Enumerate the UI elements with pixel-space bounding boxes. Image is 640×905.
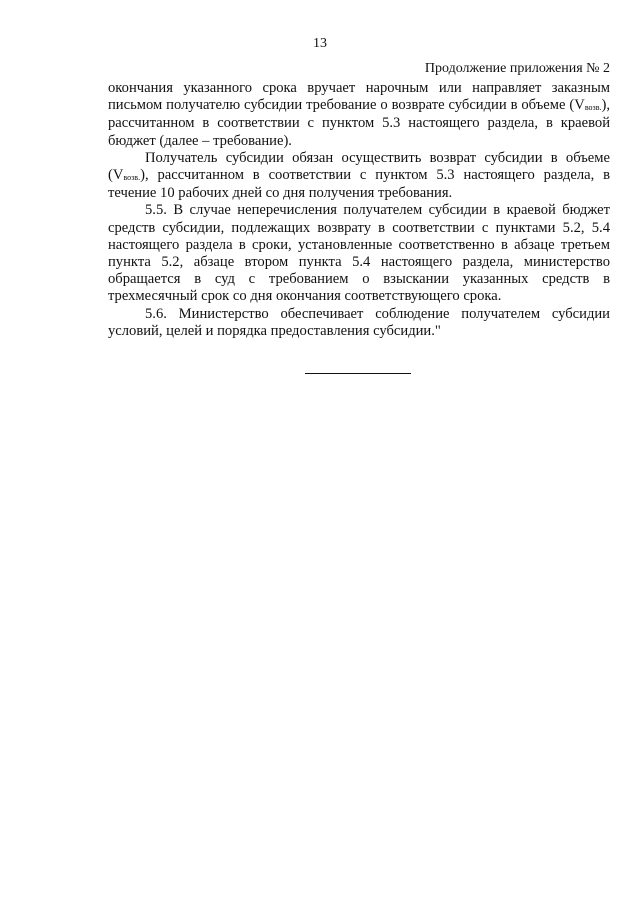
paragraph-text: ), рассчитанном в соответствии с пунктом 5.3 настоящего раздела, в течение 10 рабочих дней со дня получения требования. bbox=[108, 167, 610, 202]
appendix-continuation-label: Продолжение приложения № 2 bbox=[424, 61, 610, 76]
paragraph-5-6: 5.6. Министерство обеспечивает соблюдение получателем субсидии условий, целей и порядка предоставления субсидии." bbox=[108, 305, 610, 339]
paragraph-return-obligation bbox=[108, 150, 610, 203]
subscript-text: возв. bbox=[123, 173, 141, 183]
paragraph-text: Получатель субсидии обязан осуществить возврат субсидии в объеме (V bbox=[108, 149, 610, 184]
document-body bbox=[108, 80, 610, 340]
subscript-text: возв. bbox=[584, 103, 602, 113]
paragraph-text: окончания указанного срока вручает нарочным или направляет заказным письмом получателю субсидии требование о возврате субсидии в объеме (V bbox=[108, 80, 610, 114]
paragraph-return-demand bbox=[108, 80, 610, 150]
end-of-document-rule bbox=[305, 373, 411, 374]
paragraph-text: ), рассчитанном в соответствии с пунктом 5.3 настоящего раздела, в краевой бюджет (далее – требование). bbox=[108, 97, 610, 149]
page-number: 13 bbox=[313, 36, 327, 51]
paragraph-5-5: 5.5. В случае неперечисления получателем субсидии в краевой бюджет средств субсидии, подлежащих возврату в соответствии с пунктами 5.2, 5.4 настоящего раздела в сроки, установленные соответственно в абзаце третьем пункта 5.2, абзаце втором пункта 5.4 настоящего раздела, министерство обращается в суд с требованием о взыскании указанных средств в трехмесячный срок со дня окончания соответствующего срока. bbox=[108, 202, 610, 305]
